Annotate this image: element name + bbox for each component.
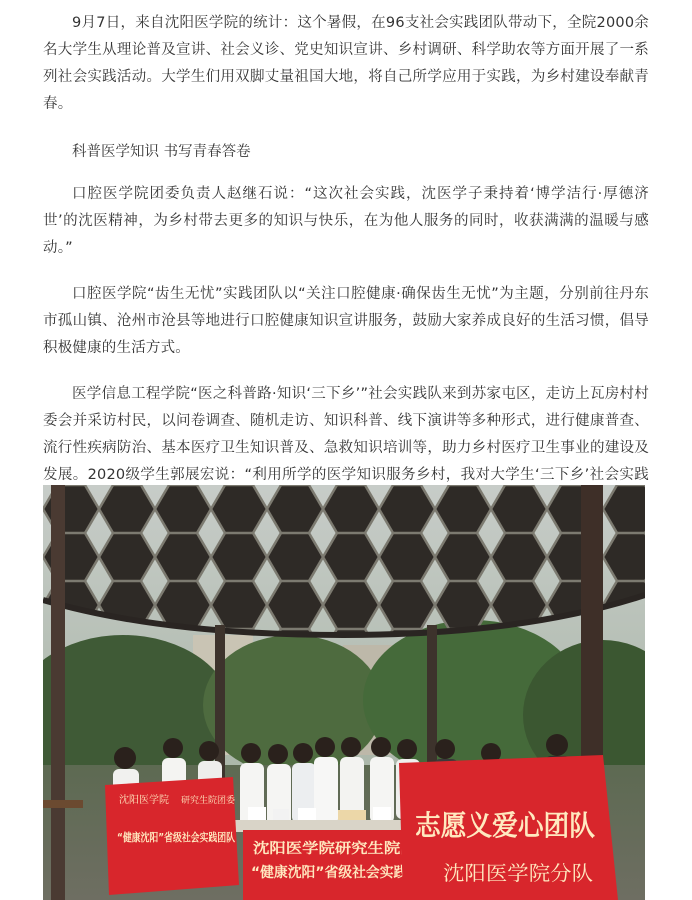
banner-right-sub: 沈阳医学院分队 xyxy=(443,861,593,885)
section-subtitle: 科普医学知识 书写青春答卷 xyxy=(72,144,251,160)
table-item xyxy=(273,809,289,820)
banner-left-logo: 沈阳医学院 xyxy=(119,795,169,806)
paragraph-dental-team: 口腔医学院“齿生无忧”实践团队以“关注口腔健康·确保齿生无忧”为主题，分别前往丹东市孤山镇、沧州市沧县等地进行口腔健康知识宣讲服务，鼓励大家养成良好的生活习惯，倡导积极健康的生活方式。 xyxy=(43,285,649,356)
table-item xyxy=(248,807,266,820)
pavilion-pillar xyxy=(215,625,225,785)
banner-center-line1: 沈阳医学院研究生院团委 xyxy=(253,841,407,857)
article-photo xyxy=(43,485,645,900)
table-item xyxy=(373,807,391,820)
photo-scene xyxy=(43,485,645,900)
table-item xyxy=(338,810,366,820)
pavilion-pillar xyxy=(51,485,65,900)
article xyxy=(43,10,649,516)
table-item xyxy=(298,808,316,820)
park-bench xyxy=(43,800,83,808)
paragraph-quote-zhao: 口腔医学院团委负责人赵继石说：“这次社会实践，沈医学子秉持着‘博学洁行·厚德济世’的沈医精神，为乡村带去更多的知识与快乐，在为他人服务的同时，收获满满的温暖与感动。” xyxy=(43,185,649,256)
banner-right xyxy=(399,755,618,900)
banner-left xyxy=(105,777,264,895)
banner-right-main: 志愿义爱心团队 xyxy=(415,809,595,842)
paragraph-intro: 9月7日，来自沈阳医学院的统计：这个暑假，在96支社会实践团队带动下，全院2000余名大学生从理论普及宣讲、社会义诊、党史知识宣讲、乡村调研、科学助农等方面开展了一系列社会实践活动。大学生们用双脚丈量祖国大地，将自己所学应用于实践，为乡村建设奉献青春。 xyxy=(43,15,649,112)
banner-center-line2: “健康沈阳”省级社会实践团队 xyxy=(251,865,438,881)
paragraph-info-engineering: 医学信息工程学院“医之科普路·知识‘三下乡’”社会实践队来到苏家屯区，走访上瓦房村村委会并采访村民，以问卷调查、随机走访、知识科普、线下演讲等多种形式，进行健康普查、流行性疾病防治、基本医疗卫生知识普及、急救知识培训等，助力乡村医疗卫生事业的建设及发展。2020级学生郭展宏说：“利用所学的医学知识服务乡村，我对大学生‘三下乡’社会实践 xyxy=(43,385,649,483)
pavilion-roof xyxy=(43,485,645,635)
banner-left-main: “健康沈阳”省级社会实践团队 xyxy=(117,831,264,844)
pavilion-pillar xyxy=(427,625,437,785)
banner-left-top: 研究生院团委 xyxy=(181,796,236,806)
